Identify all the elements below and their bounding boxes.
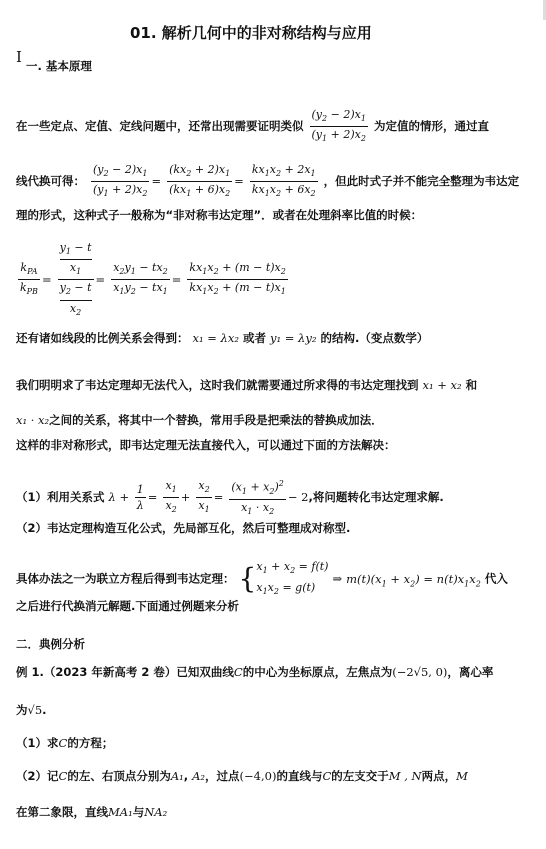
- paragraph-3: 理的形式，这种式子一般称为“非对称韦达定理”．或者在处理斜率比值的时候：: [16, 208, 423, 222]
- page-title: 01. 解析几何中的非对称结构与应用: [130, 24, 372, 42]
- paragraph-2: 线代换可得： $\frac{(y_2 - 2)x_1}{(y_1 + 2)x_2}$ = $\frac{(kx_2 + 2)x_1}{(kx_1 + 6)x_2}$ = $\frac{kx_1x_2 + 2x_1}{kx_1x_2 + 6x_2}$ ，但此时式子并不能完全整理为韦达定: [16, 163, 520, 199]
- method-2: （2）韦达定理构造互化公式，先局部互化，然后可整理成对称型.: [16, 521, 351, 535]
- question-1: （1）求C的方程；: [16, 736, 114, 750]
- paragraph-6: x₁ · x₂之间的关系，将其中一个替换，常用手段是把乘法的替换成加法．: [16, 413, 383, 427]
- section-heading-1: 一. 基本原理: [26, 59, 92, 73]
- paragraph-7: 这样的非对称形式，即韦达定理无法直接代入，可以通过下面的方法解决：: [16, 438, 396, 452]
- slope-ratio-formula: $\frac{k_{PA}}{k_{PB}}$ = $y_1 - t$ $x_1$ $y_2 - t$ $x_2$ = $\frac{x_2y_1 - tx_2}{x_1y_2 - tx_1}$ = $\frac{kx_1x_2 + (m - t)x_2}{kx_1x_2 + (m - t)x_1}$: [20, 241, 286, 317]
- paragraph-1: 在一些定点、定值、定线问题中，还常出现需要证明类似 $\frac{(y_2 - 2)x_1}{(y_1 + 2)x_2}$ 为定值的情形，通过直: [16, 107, 489, 146]
- method-1: （1）利用关系式 λ + $\frac{1}{\lambda}$ = $\frac{x_1}{x_2}$ + $\frac{x_2}{x_1}$ = $\frac{(x_1 + x_2)^2}{x_1 \cdot x_2}$ − 2,将问题转化韦达定理求解.: [16, 476, 444, 519]
- paragraph-9: 之后进行代换消元解题.下面通过例题来分析: [16, 599, 239, 613]
- paragraph-8: 具体办法之一为联立方程后得到韦达定理： { $x_1 + x_2 = f(t)$ $x_1x_2 = g(t)$ ⇒ $m(t)(x_1 + x_2) = n(t)x_1x_2$ 代入: [16, 560, 508, 597]
- question-2: （2）记C的左、右顶点分别为A₁, A₂，过点(−4,0)的直线与C的左支交于M , N两点，M: [16, 769, 468, 783]
- example-1: 例 1.（2023 年新高考 2 卷）已知双曲线C的中心为坐标原点，左焦点为(−2√5, 0)，离心率: [16, 665, 494, 679]
- fraction-ratio: $\frac{(y_2 - 2)x_1}{(y_1 + 2)x_2}$: [311, 108, 366, 144]
- question-2-cont: 在第二象限，直线MA₁与NA₂: [16, 805, 168, 819]
- section-heading-2: 二．典例分析: [16, 637, 85, 651]
- paragraph-4: 还有诸如线段的比例关系会得到： x₁ = λx₂ 或者 y₁ = λy₂ 的结构.（变点数学）: [16, 331, 429, 345]
- paragraph-5: 我们明明求了韦达定理却无法代入，这时我们就需要通过所求得的韦达定理找到 x₁ + x₂ 和: [16, 378, 478, 392]
- example-1-cont: 为√5.: [16, 703, 47, 717]
- text-cursor-icon: I: [16, 48, 22, 66]
